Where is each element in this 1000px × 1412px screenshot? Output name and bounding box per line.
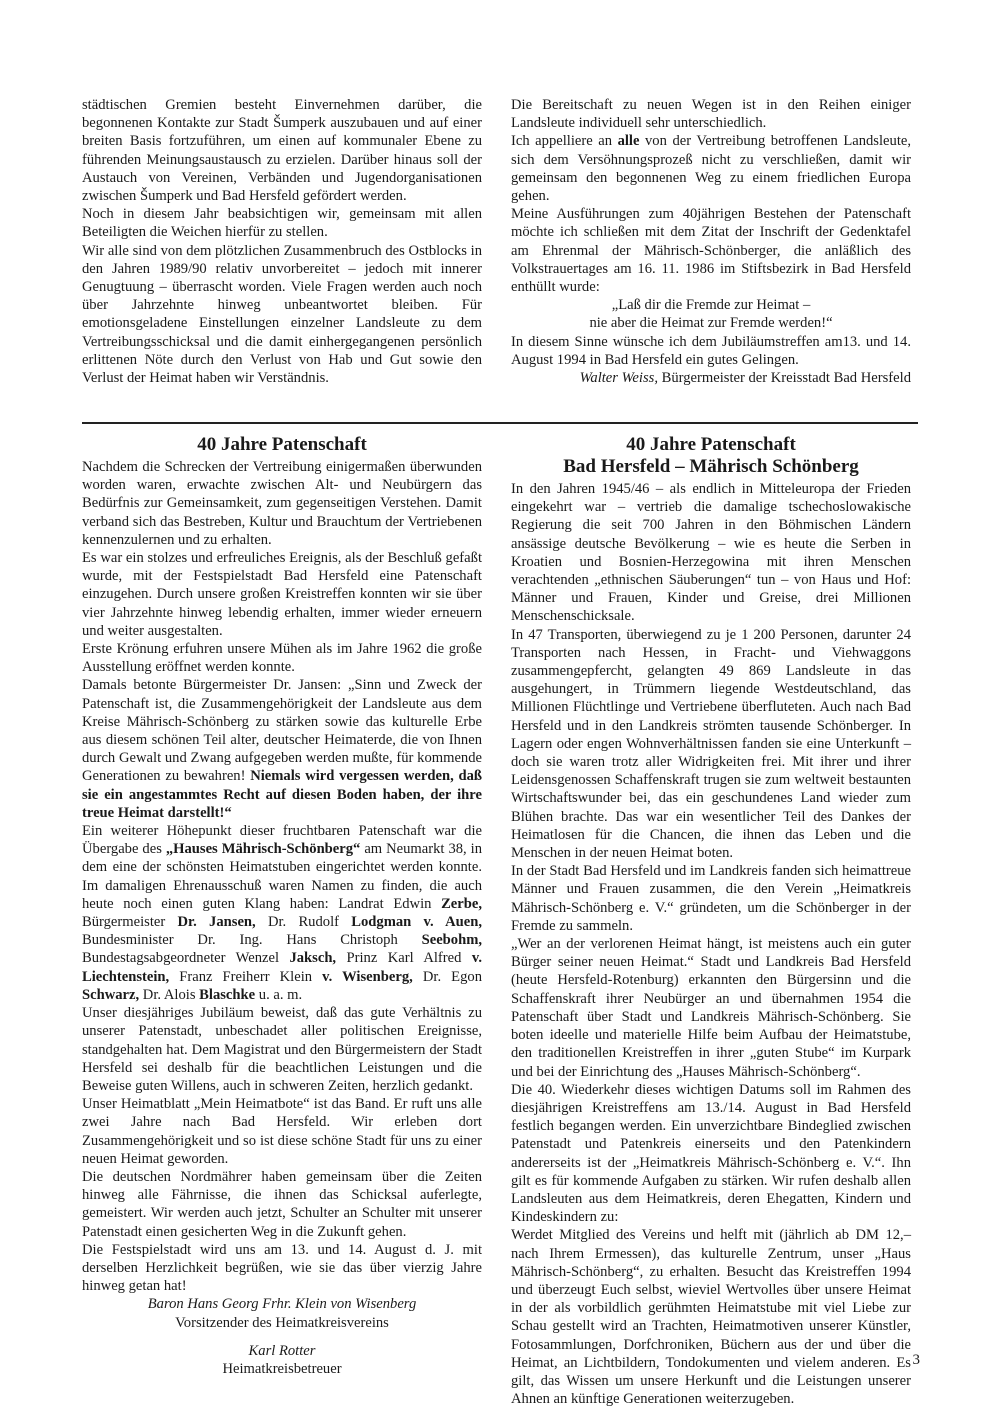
emphasis-text: Blaschke bbox=[199, 986, 256, 1003]
text-run: Bundesminister Dr. Ing. Hans Christoph bbox=[82, 932, 422, 949]
emphasis-text: Seebohm, bbox=[421, 932, 482, 949]
text-run: Franz Freiherr Klein bbox=[169, 968, 323, 985]
emphasis-text: Dr. Jansen, bbox=[177, 914, 256, 931]
signature-name: Karl Rotter bbox=[248, 1342, 316, 1359]
paragraph bbox=[82, 822, 482, 1004]
paragraph: Die deutschen Nordmährer haben gemeinsam über die Zeiten hinweg alle Fährnisse, die ihnen das Schicksal auferlegte, gemeistert. Wir werden auch jetzt, Schulter an Schulter mit unserer Patenstadt einen gesicherten Weg in die Zukunft gehen. bbox=[82, 1168, 482, 1240]
paragraph: In 47 Transporten, überwiegend zu je 1 200 Personen, darunter 24 Transporten nach Hessen, in Fracht- und Viehwaggons zusammengepfercht, gelangten 49 869 Landsleute in das ausgehungert, in Trümmern liegende Westdeutschland, das Millionen Flüchtlinge und Vertriebene überfluteten. Auch nach Bad Hersfeld und in den Landkreis strömten tausende Schönberger. In Lagern oder engen Wohnverhältnissen fanden sie eine Unterkunft – doch sie waren trotz aller Widrigkeiten frei. Mit ihrer und ihrer Leidensgenossen Schaffenskraft trugen sie zum weltweit bestaunten Wirtschaftswunder bei, das ein geschundenes Land wieder zum Blühen brachte. Das war ein wesentlicher Teil des Dankes der Heimatlosen für die Chancen, die ihnen das Leben und die Menschen in der neuen Heimat boten. bbox=[511, 626, 911, 862]
paragraph: Werdet Mitglied des Vereins und helft mit (jährlich ab DM 12,– nach Ihrem Ermessen), das kulturelle Zentrum, unser „Haus Mährisch-Schönberg“, zu erhalten. Besucht das Kreistreffen 1994 und überzeugt Euch selbst, wieviel Wertvolles über unsere Heimat in der als vorbildlich gerühmten Heimatstube mit viel Liebe zur Schau gestellt wird an Trachten, Heimatmotiven unserer Künstler, Fotosammlungen, Dorfchroniken, Büchern aus der und über die Heimat, an Lichtbildern, Tondokumenten und vielem anderen. Es gilt, das Wissen um unsere Herkunft und die Leistungen unserer Ahnen an künftige Generationen weiterzugeben. bbox=[511, 1227, 911, 1408]
column-left-top bbox=[82, 96, 482, 387]
paragraph: Nachdem die Schrecken der Vertreibung einigermaßen überwunden worden waren, erwachte zwischen Alt- und Neubürgern das Bedürfnis zur Gemeinsamkeit, zum gegenseitigen Verstehen. Damit verband sich das Bestreben, Kultur und Brauchtum der Vertriebenen kennenzulernen und zu erhalten. bbox=[82, 459, 482, 548]
emphasis-text: v. Liechtenstein, bbox=[82, 950, 482, 985]
paragraph: Unser diesjähriges Jubiläum beweist, daß das gute Verhältnis zu unserer Patenstadt, unbeschadet aller politischen Ereignisse, standgehalten hat. Dem Magistrat und den Bürgermeistern der Stadt Hersfeld sei deshalb für die beachtlichen Leistungen und die Beweise guten Willens, auch in schweren Zeiten, herzlich gedankt. bbox=[82, 1005, 482, 1094]
paragraph: Erste Krönung erfuhren unsere Mühen als im Jahre 1962 die große Ausstellung eröffnet werden konnte. bbox=[82, 641, 482, 676]
text-run: am Neumarkt 38, in dem eine der schönsten Heimatstuben eingerichtet werden konnte. Im damaligen Ehrenausschuß waren Namen zu finden, die auch heute noch einen guten Klang haben: Landrat Edwin bbox=[82, 841, 482, 912]
quote-line-2: nie aber die Heimat zur Fremde werden!“ bbox=[589, 315, 833, 332]
paragraph: Wir alle sind von dem plötzlichen Zusammenbruch des Ostblocks in den Jahren 1989/90 relativ unvorbereitet – jedoch mit innerer Genugtuung – überrascht worden. Viele Fragen werden auch noch über Jahrzehnte hinweg unbeantwortet bleiben. Für emotionsgeladene Einstellungen einzelner Landsleute zu dem Vertreibungsschicksal und die damit einhergegangenen persönlich erlittenen Nöte durch den Verlust von Hab und Gut sowie den Verlust der Heimat haben wir Verständnis. bbox=[82, 242, 482, 387]
paragraph: Die Bereitschaft zu neuen Wegen ist in den Reihen einiger Landsleute individuell sehr unterschiedlich. bbox=[511, 97, 911, 132]
signature-name: Walter Weiss, bbox=[579, 370, 658, 387]
paragraph: Unser Heimatblatt „Mein Heimatbote“ ist das Band. Er ruft uns alle zwei Jahre nach Bad Hersfeld. Wir erleben dort Zusammengehörigkeit und so ist diese schöne Stadt für uns zu einer neuen Heimat geworden. bbox=[82, 1096, 482, 1167]
signature-name: Baron Hans Georg Frhr. Klein von Wisenberg bbox=[147, 1296, 417, 1313]
column-left-bottom bbox=[82, 434, 482, 1378]
emphasis-text: v. Wisenberg, bbox=[322, 968, 413, 985]
paragraph: Die Festspielstadt wird uns am 13. und 14. August d. J. mit derselben Herzlichkeit begrüßen, wie sie das über vierzig Jahre hinweg getan hat! bbox=[82, 1241, 482, 1295]
text-run: Dr. Egon bbox=[412, 968, 482, 985]
paragraph bbox=[511, 132, 911, 205]
emphasis-text: alle bbox=[617, 133, 640, 150]
emphasis-text: Zerbe, bbox=[441, 895, 482, 912]
emphasis-text: Lodgman v. Auen, bbox=[351, 914, 483, 931]
emphasis-text: Schwarz, bbox=[82, 986, 140, 1003]
paragraph: In der Stadt Bad Hersfeld und im Landkreis fanden sich heimattreue Männer und Frauen zusammen, die den Verein „Heimatkreis Mährisch-Schönberg e. V.“ gründeten, um die Schönberger in der Fremde zu sammeln. bbox=[511, 863, 911, 934]
emphasis-text: „Hauses Mährisch-Schönberg“ bbox=[165, 841, 361, 858]
signature-title: Vorsitzender des Heimatkreisvereins bbox=[175, 1314, 389, 1331]
text-run: Damals betonte Bürgermeister Dr. Jansen: „Sinn und Zweck der Patenschaft ist, die Zusammengehörigkeit der Landsleute aus dem Kreise Mährisch-Schönberg zu stärken sowie das kulturelle Erbe aus diesem schönen Teil alter, deutscher Heimaterde, die von Ihnen durch Gewalt und Zwang aufgegeben werden mußte, für kommende Generationen zu bewahren! bbox=[82, 677, 482, 785]
section-divider bbox=[82, 422, 918, 424]
text-run: Bürgermeister bbox=[82, 914, 178, 931]
column-right-top bbox=[511, 96, 911, 387]
text-run: Bundestagsabgeordneter Wenzel bbox=[82, 950, 290, 967]
article-subheading: Bad Hersfeld – Mährisch Schönberg bbox=[563, 456, 859, 477]
paragraph: städtischen Gremien besteht Einvernehmen darüber, die begonnenen Kontakte zur Stadt Šumperk auszubauen und auf einer breiten Basis fortzuführen, um einen auf kommunaler Ebene zu führenden Meinungsaustausch zu erzielen. Darüber hinaus soll der Austauch von Vereinen, Verbänden und Jugendorganisationen zwischen Šumperk und Bad Hersfeld gefördert werden. bbox=[82, 97, 482, 205]
text-run: Prinz Karl Alfred bbox=[336, 950, 472, 967]
quote-line-1: „Laß dir die Fremde zur Heimat – bbox=[611, 297, 811, 314]
signature-title: Bürgermeister der Kreisstadt Bad Hersfeld bbox=[657, 370, 911, 387]
page-number: 3 bbox=[912, 1352, 920, 1368]
paragraph bbox=[82, 676, 482, 822]
text-run: Dr. Rudolf bbox=[255, 914, 352, 931]
text-run: Dr. Alois bbox=[139, 986, 200, 1003]
article-heading: 40 Jahre Patenschaft bbox=[626, 434, 796, 455]
emphasis-text: Niemals wird vergessen werden, daß sie ein angestammtes Recht auf diesen Boden haben, der ihre treue Heimat darstellt!“ bbox=[82, 768, 482, 821]
text-run: von der Vertreibung betroffenen Landsleute, sich dem Versöhnungsprozeß nicht zu verschließen, damit wir gemeinsam den begonnenen Weg zu einem friedlichen Europa gehen. bbox=[511, 133, 912, 205]
text-run: Ein weiterer Höhepunkt dieser fruchtbaren Patenschaft war die Übergabe des bbox=[82, 823, 482, 858]
article-heading: 40 Jahre Patenschaft bbox=[197, 434, 367, 455]
emphasis-text: Jaksch, bbox=[289, 950, 337, 967]
paragraph: In diesem Sinne wünsche ich dem Jubiläumstreffen am13. und 14. August 1994 in Bad Hersfeld ein gutes Gelingen. bbox=[511, 333, 911, 368]
paragraph: Die 40. Wiederkehr dieses wichtigen Datums soll im Rahmen des diesjährigen Kreistreffens am 13./14. August in Bad Hersfeld festlich begangen werden. Ein unverzichtbare Bindeglied zwischen Patenstadt und Patenkreis einerseits und den Patenkindern andererseits ist der „Heimatkreis Mährisch-Schönberg e. V.“. Ihn gilt es für kommende Aufgaben zu stärken. Wir rufen deshalb allen Landsleuten aus dem Heimatkreis, deren Ehegatten, Kindern und Kindeskindern zu: bbox=[511, 1081, 911, 1226]
text-run: u. a. m. bbox=[255, 986, 303, 1003]
signature-title: Heimatkreisbetreuer bbox=[222, 1360, 342, 1377]
paragraph: Meine Ausführungen zum 40jährigen Bestehen der Patenschaft möchte ich schließen mit dem Zitat der Inschrift der Gedenktafel am Ehrenmal der Mährisch-Schönberger, die anläßlich des Volkstrauertages am 16. 11. 1986 im Stiftsbezirk in Bad Hersfeld enthüllt wurde: bbox=[511, 206, 911, 296]
paragraph: Noch in diesem Jahr beabsichtigen wir, gemeinsam mit allen Beteiligten die Weichen hierfür zu stellen. bbox=[82, 206, 482, 241]
signature-weiss bbox=[511, 369, 911, 387]
paragraph: „Wer an der verlorenen Heimat hängt, ist meistens auch ein guter Bürger seiner neuen Heimat.“ Stadt und Landkreis Bad Hersfeld (heute Hersfeld-Rotenburg) erkannten den Bürgersinn und die Schaffenskraft ihrer Neubürger an und übernahmen 1954 die Patenschaft über Stadt und Landkreis Mährisch-Schönberg. Sie boten ideelle und materielle Hilfe beim Aufbau der Heimatstube, den traditionellen Kreistreffen in ihrer „guten Stube“ im Kurpark und bei der Einrichtung des „Hauses Mährisch-Schönberg“. bbox=[511, 936, 911, 1080]
paragraph: In den Jahren 1945/46 – als endlich in Mitteleuropa der Frieden eingekehrt war – vertrieb die damalige tschechoslowakische Regierung die seit 700 Jahren in den Böhmischen Ländern ansässige deutsche Bevölkerung – wie es heute die Serben in Kroatien und Bosnien-Herzegowina mit ihren Menschen verachtenden „ethnischen Säuberungen“ tun – von Haus und Hof: Männer und Frauen, Kinder und Greise, drei Millionen Menschenschicksale. bbox=[511, 481, 911, 625]
paragraph: Es war ein stolzes und erfreuliches Ereignis, als der Beschluß gefaßt wurde, mit der Festspielstadt Bad Hersfeld eine Patenschaft einzugehen. Durch unsere großen Kreistreffen konnten wir sie über vier Jahrzehnte hinweg lebendig erhalten, immer wieder erneuern und weiter ausgestalten. bbox=[82, 550, 482, 639]
column-right-bottom bbox=[511, 434, 911, 1408]
text-run: Ich appelliere an bbox=[511, 133, 618, 150]
